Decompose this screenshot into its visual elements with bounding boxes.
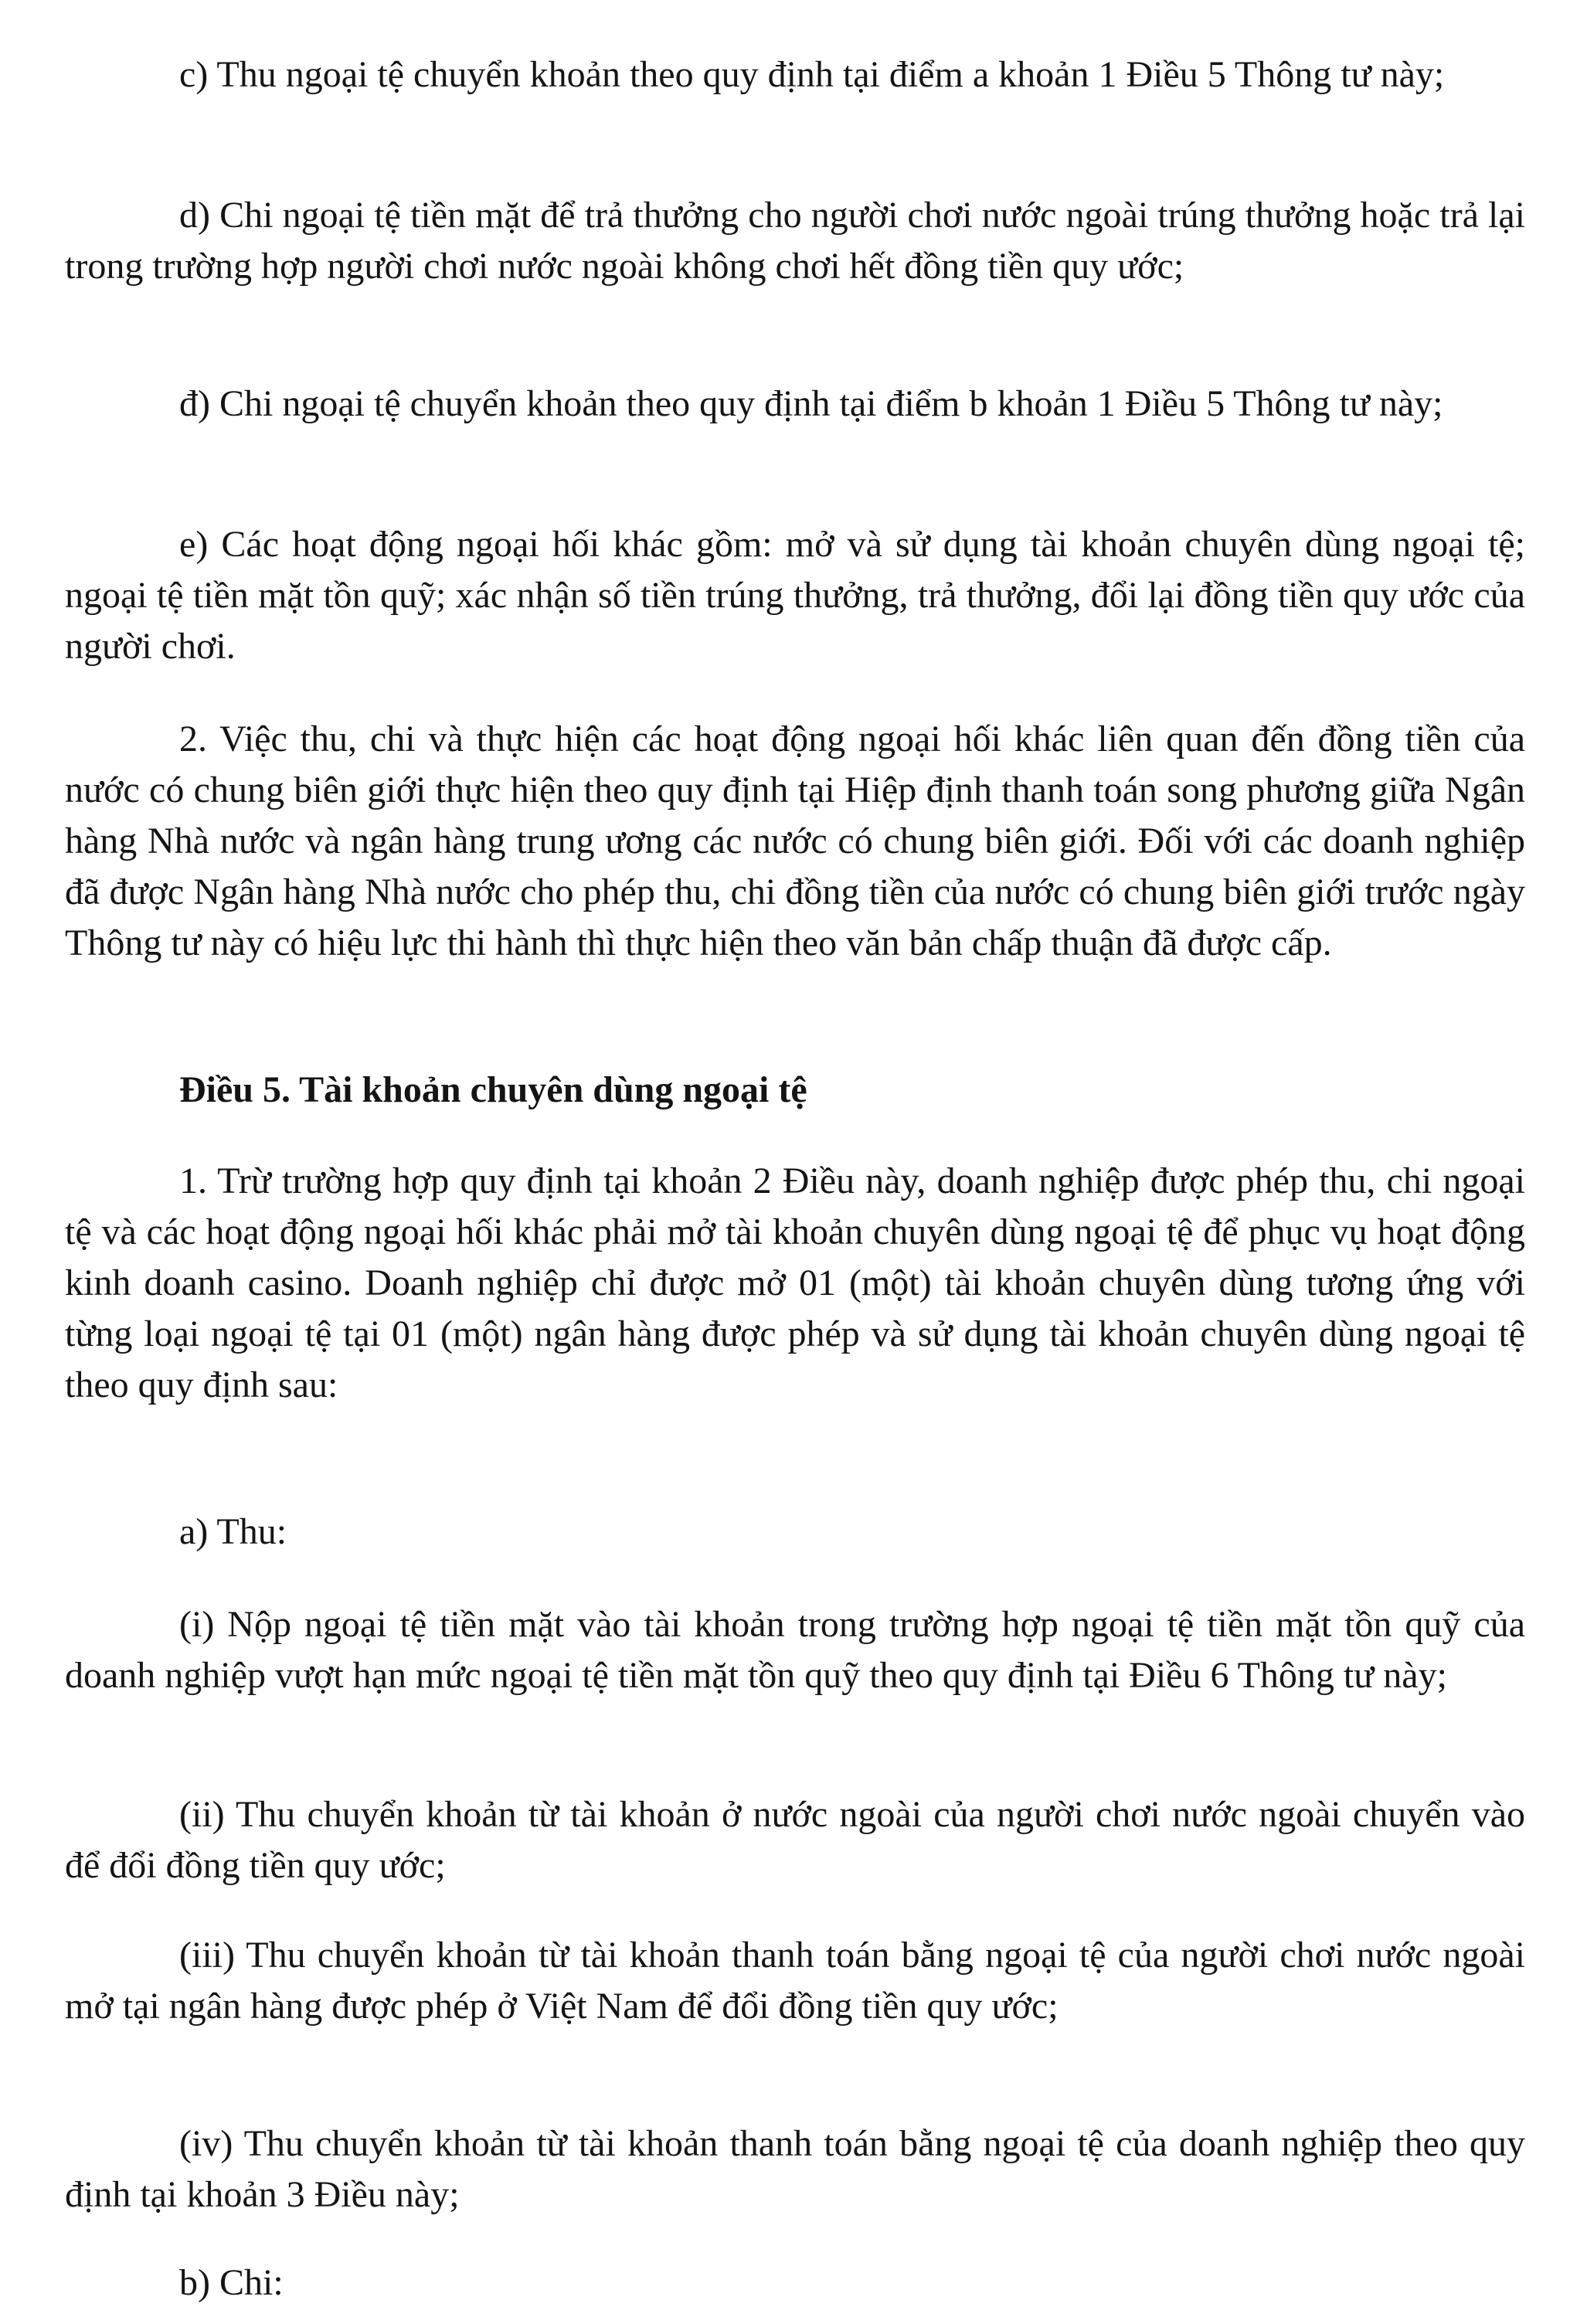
paragraph-d-cash-payout: d) Chi ngoại tệ tiền mặt để trả thưởng cho người chơi nước ngoài trúng thưởng hoặc trả lại trong trường hợp người chơi nước ngoài không chơi hết đồng tiền quy ước; [65,195,1525,287]
article-5-heading: Điều 5. Tài khoản chuyên dùng ngoại tệ [179,1069,807,1110]
paragraph-a-receipts-label: a) Thu: [179,1511,287,1552]
paragraph-iii-local-transfer: (iii) Thu chuyển khoản từ tài khoản thanh toán bằng ngoại tệ của người chơi nước ngoài mở tại ngân hàng được phép ở Việt Nam để đổi đồng tiền quy ước; [65,1935,1525,2027]
paragraph-ii-foreign-transfer: (ii) Thu chuyển khoản từ tài khoản ở nước ngoài của người chơi nước ngoài chuyển vào để đổi đồng tiền quy ước; [65,1794,1525,1886]
paragraph-2-border-currency: 2. Việc thu, chi và thực hiện các hoạt động ngoại hối khác liên quan đến đồng tiền của nước có chung biên giới thực hiện theo quy định tại Hiệp định thanh toán song phương giữa Ngân hàng Nhà nước và ngân hàng trung ương các nước có chung biên giới. Đối với các doanh nghiệp đã được Ngân hàng Nhà nước cho phép thu, chi đồng tiền của nước có chung biên giới trước ngày Thông tư này có hiệu lực thi hành thì thực hiện theo văn bản chấp thuận đã được cấp. [65,719,1525,963]
paragraph-i-cash-deposit: (i) Nộp ngoại tệ tiền mặt vào tài khoản trong trường hợp ngoại tệ tiền mặt tồn quỹ của doanh nghiệp vượt hạn mức ngoại tệ tiền mặt tồn quỹ theo quy định tại Điều 6 Thông tư này; [65,1604,1525,1696]
paragraph-1-dedicated-account: 1. Trừ trường hợp quy định tại khoản 2 Điều này, doanh nghiệp được phép thu, chi ngoại tệ và các hoạt động ngoại hối khác phải mở tài khoản chuyên dùng ngoại tệ để phục vụ hoạt động kinh doanh casino. Doanh nghiệp chỉ được mở 01 (một) tài khoản chuyên dùng tương ứng với từng loại ngoại tệ tại 01 (một) ngân hàng được phép và sử dụng tài khoản chuyên dùng ngoại tệ theo quy định sau: [65,1160,1525,1405]
paragraph-iv-enterprise-transfer: (iv) Thu chuyển khoản từ tài khoản thanh toán bằng ngoại tệ của doanh nghiệp theo quy định tại khoản 3 Điều này; [65,2123,1525,2215]
paragraph-e-other-forex-activities: e) Các hoạt động ngoại hối khác gồm: mở và sử dụng tài khoản chuyên dùng ngoại tệ; ngoại tệ tiền mặt tồn quỹ; xác nhận số tiền trúng thưởng, trả thưởng, đổi lại đồng tiền quy ước của người chơi. [65,524,1525,667]
paragraph-b-payments-label: b) Chi: [179,2262,284,2303]
paragraph-c-foreign-currency-transfer-receipt: c) Thu ngoại tệ chuyển khoản theo quy định tại điểm a khoản 1 Điều 5 Thông tư này; [179,54,1445,95]
paragraph-dd-transfer-payment: đ) Chi ngoại tệ chuyển khoản theo quy định tại điểm b khoản 1 Điều 5 Thông tư này; [179,383,1443,424]
